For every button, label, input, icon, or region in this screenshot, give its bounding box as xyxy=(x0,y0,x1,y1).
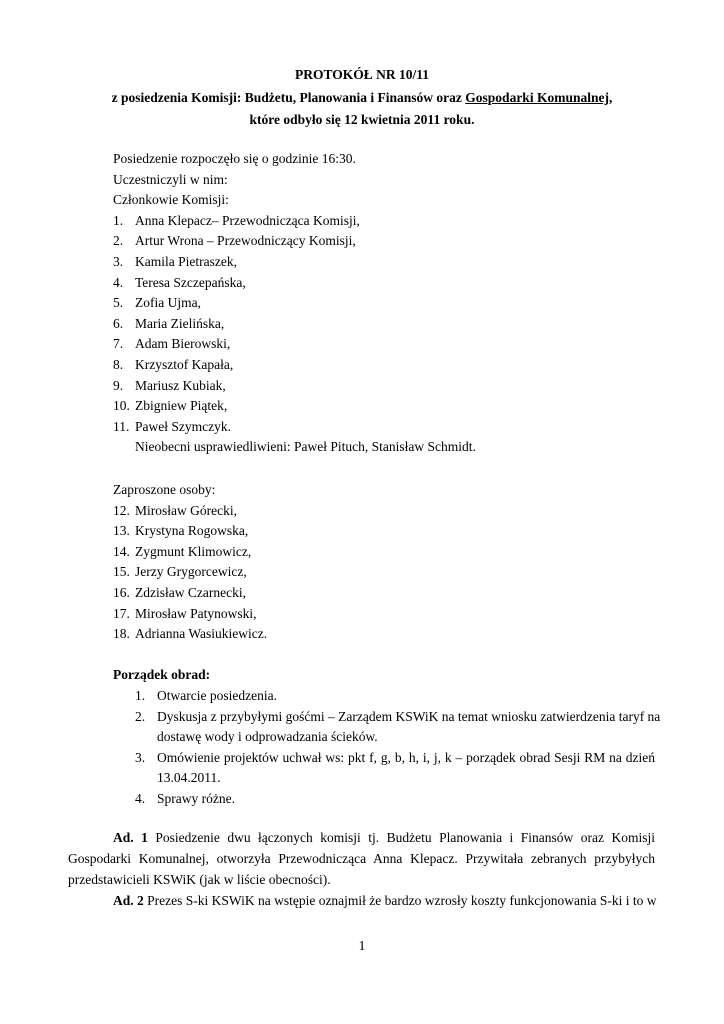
person-name: Krzysztof Kapała, xyxy=(135,356,234,372)
member-item xyxy=(113,231,673,252)
agenda-text-line: Dyskusja z przybyłymi gośćmi – Zarządem KSWiK na temat wniosku zatwierdzenia taryf na xyxy=(157,708,661,724)
person-name: Mirosław Górecki, xyxy=(135,502,237,518)
agenda-text-line: Omówienie projektów uchwał ws: pkt f, g, b, h, i, j, k – porządek obrad Sesji RM na dzień xyxy=(157,749,655,765)
person-name: Mirosław Patynowski, xyxy=(135,605,257,621)
list-number: 14. xyxy=(113,543,130,559)
ad2-line-1: Ad. 2 Prezes S-ki KSWiK na wstępie oznajmił że bardzo wzrosły koszty funkcjonowania S-ki i to w xyxy=(113,893,657,908)
list-number: 1. xyxy=(113,212,124,228)
list-number: 7. xyxy=(113,336,124,352)
list-number: 9. xyxy=(113,377,124,393)
members-label: Członkowie Komisji: xyxy=(113,192,229,208)
meeting-subtitle xyxy=(0,87,724,110)
participants-label: Uczestniczyli w nim: xyxy=(113,171,228,187)
guests-section xyxy=(113,480,673,645)
agenda-item xyxy=(135,686,655,707)
agenda-number: 1. xyxy=(135,688,146,703)
member-item xyxy=(113,273,673,294)
agenda-text-line: Otwarcie posiedzenia. xyxy=(157,688,277,703)
guest-item xyxy=(113,604,673,625)
list-number: 3. xyxy=(113,253,124,269)
guest-item xyxy=(113,562,673,583)
member-item xyxy=(113,396,673,417)
page-number: 1 xyxy=(358,939,366,954)
list-number: 4. xyxy=(113,274,124,290)
absent-text: Nieobecni usprawiedliwieni: Paweł Pituch, Stanisław Schmidt. xyxy=(135,439,476,455)
guest-item xyxy=(113,583,673,604)
ad1-line-1: Ad. 1 Posiedzenie dwu łączonych komisji tj. Budżetu Planowania i Finansów oraz Komisji xyxy=(113,830,655,845)
person-name: Teresa Szczepańska, xyxy=(135,274,246,290)
person-name: Artur Wrona – Przewodniczący Komisji, xyxy=(135,233,356,249)
person-name: Anna Klepacz– Przewodnicząca Komisji, xyxy=(135,212,360,228)
guest-item xyxy=(113,542,673,563)
guest-item xyxy=(113,521,673,542)
agenda-list xyxy=(135,686,661,810)
agenda-item xyxy=(135,789,655,810)
protocol-title: PROTOKÓŁ NR 10/11 xyxy=(294,67,430,82)
list-number: 17. xyxy=(113,605,130,621)
person-name: Kamila Pietraszek, xyxy=(135,253,237,269)
member-item xyxy=(113,211,673,232)
person-name: Adam Bierowski, xyxy=(135,336,231,352)
list-number: 13. xyxy=(113,523,130,539)
person-name: Zofia Ujma, xyxy=(135,295,201,311)
member-item xyxy=(113,252,673,273)
person-name: Zygmunt Klimowicz, xyxy=(135,543,252,559)
meeting-date-line: które odbyło się 12 kwietnia 2011 roku. xyxy=(249,112,475,127)
agenda-text-line: 13.04.2011. xyxy=(157,770,221,786)
guests-list xyxy=(113,501,673,645)
list-number: 2. xyxy=(113,233,124,249)
agenda-number: 4. xyxy=(135,790,146,806)
attendance-section xyxy=(113,149,673,458)
list-number: 8. xyxy=(113,356,124,372)
person-name: Zdzisław Czarnecki, xyxy=(135,584,246,600)
subtitle-prefix: z posiedzenia Komisji: Budżetu, Planowania i Finansów oraz xyxy=(111,89,466,105)
member-item xyxy=(113,376,673,397)
list-number: 10. xyxy=(113,398,130,414)
member-item xyxy=(113,293,673,314)
person-name: Krystyna Rogowska, xyxy=(135,523,249,539)
agenda-text-line: dostawę wody i odprowadzania ścieków. xyxy=(157,729,378,745)
person-name: Paweł Szymczyk. xyxy=(135,418,231,434)
start-time-text: Posiedzenie rozpoczęło się o godzinie 16:30. xyxy=(113,151,356,166)
person-name: Maria Zielińska, xyxy=(135,315,225,331)
agenda-number: 2. xyxy=(135,708,146,724)
member-item xyxy=(113,334,673,355)
ad1-line-3: przedstawicieli KSWiK (jak w liście obecności). xyxy=(68,871,331,887)
list-number: 16. xyxy=(113,584,130,600)
member-item xyxy=(113,355,673,376)
subtitle-underlined: Gospodarki Komunalnej, xyxy=(465,89,613,105)
list-number: 11. xyxy=(113,418,130,434)
agenda-item xyxy=(135,707,661,748)
ad2-paragraph xyxy=(68,891,655,912)
list-number: 18. xyxy=(113,626,130,642)
list-number: 6. xyxy=(113,315,124,331)
agenda-item xyxy=(135,748,655,789)
ad1-paragraph xyxy=(68,828,655,890)
guests-label: Zaproszone osoby: xyxy=(113,482,216,497)
member-item xyxy=(113,314,673,335)
agenda-label-wrap xyxy=(113,665,673,686)
ad2-label: Ad. 2 xyxy=(113,893,144,908)
person-name: Mariusz Kubiak, xyxy=(135,377,226,393)
document-header xyxy=(0,64,724,132)
members-list xyxy=(113,211,673,438)
list-number: 12. xyxy=(113,502,130,518)
ad1-line-2: Gospodarki Komunalnej, otworzyła Przewodnicząca Anna Klepacz. Przywitała zebranych przybyłych xyxy=(68,850,655,866)
guest-item xyxy=(113,501,673,522)
agenda-number: 3. xyxy=(135,749,146,765)
person-name: Zbigniew Piątek, xyxy=(135,398,228,414)
agenda-text-line: Sprawy różne. xyxy=(157,790,235,806)
ad1-label: Ad. 1 xyxy=(113,830,148,845)
list-number: 15. xyxy=(113,564,130,580)
member-item xyxy=(113,417,673,438)
person-name: Jerzy Grygorcewicz, xyxy=(135,564,247,580)
guest-item xyxy=(113,624,673,645)
agenda-label: Porządek obrad: xyxy=(113,667,211,682)
person-name: Adrianna Wasiukiewicz. xyxy=(135,626,268,642)
list-number: 5. xyxy=(113,295,124,311)
